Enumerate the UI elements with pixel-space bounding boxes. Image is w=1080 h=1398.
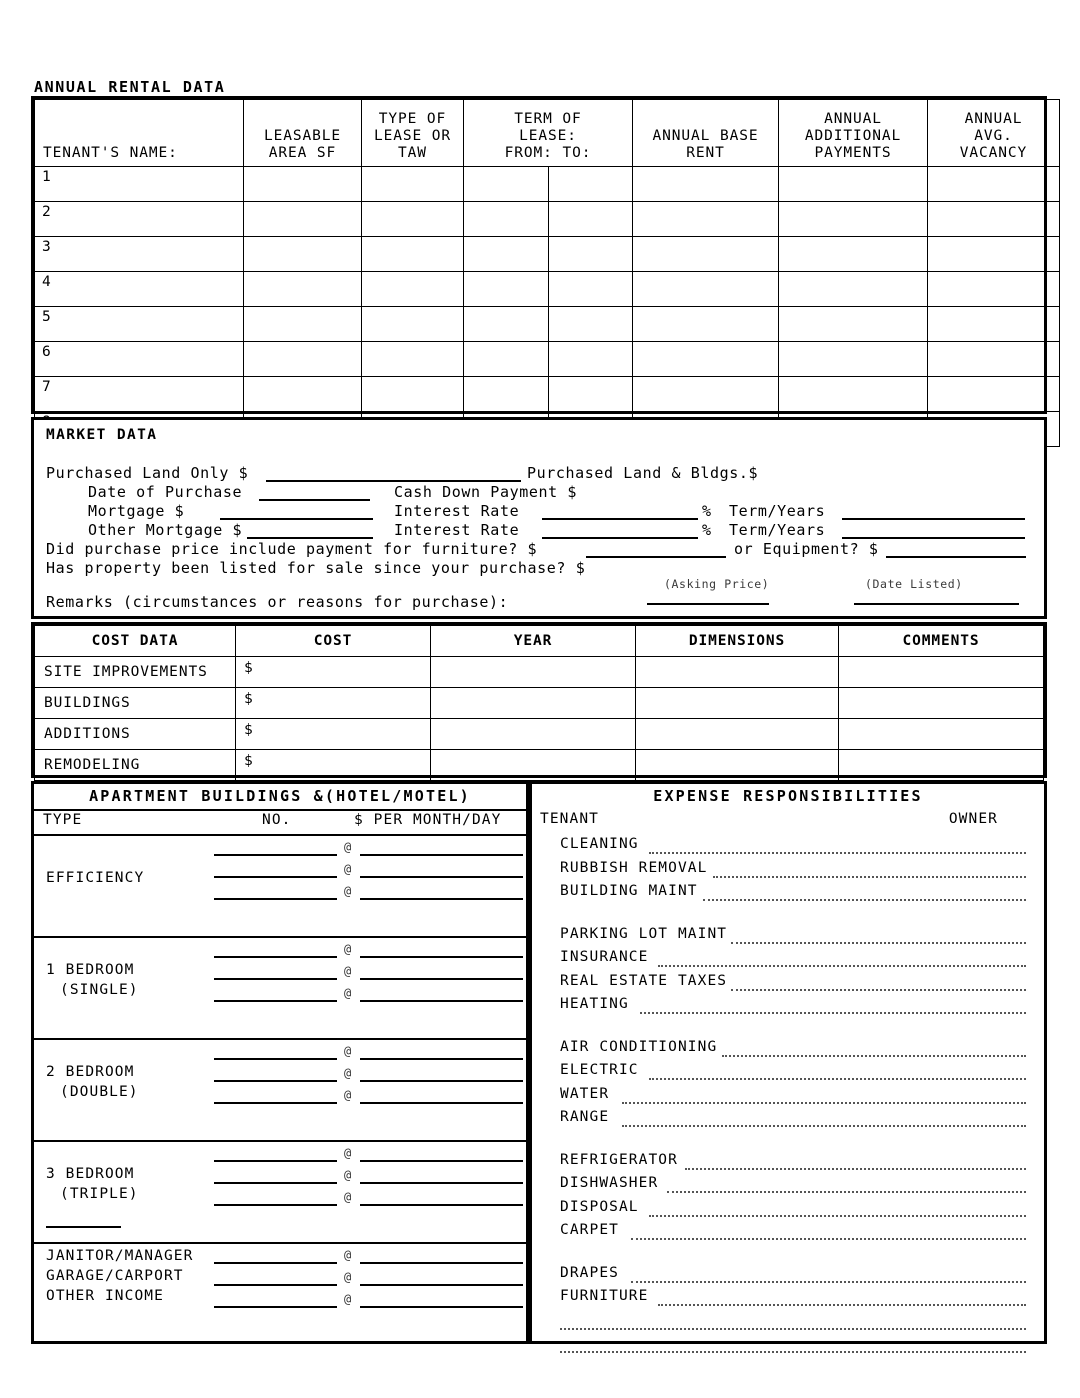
cost-row-amount[interactable]: $ bbox=[236, 688, 431, 719]
apartment-type-label-line: 2 BEDROOM bbox=[46, 1064, 135, 1080]
expense-row-label: REFRIGERATOR bbox=[560, 1151, 698, 1168]
cost-row-year[interactable] bbox=[431, 750, 636, 781]
apartment-type-label-line: (SINGLE) bbox=[60, 982, 139, 998]
expense-row-label: INSURANCE bbox=[560, 949, 669, 965]
date-of-purchase-input[interactable] bbox=[259, 499, 370, 501]
cell-annual-additional-payments[interactable] bbox=[779, 237, 928, 272]
remarks-label: Remarks (circumstances or reasons for purchase): bbox=[46, 593, 509, 611]
expense-row[interactable] bbox=[560, 1175, 1032, 1198]
header-term-to: TO: bbox=[562, 145, 592, 161]
apartment-count-input[interactable] bbox=[214, 1306, 337, 1308]
cell-annual-avg-vacancy[interactable] bbox=[928, 307, 1060, 342]
expense-row[interactable] bbox=[560, 1152, 1032, 1175]
expense-col-owner: OWNER bbox=[948, 811, 998, 827]
cell-term-from[interactable] bbox=[464, 202, 549, 237]
at-symbol-icon: @ bbox=[344, 862, 352, 876]
expense-row-dots bbox=[713, 876, 1027, 878]
apartment-type-label bbox=[46, 868, 144, 888]
cell-leasable-area[interactable] bbox=[244, 202, 362, 237]
cell-term-from[interactable] bbox=[464, 307, 549, 342]
mortgage-label: Mortgage $ bbox=[88, 502, 185, 520]
cost-row bbox=[35, 719, 1044, 750]
mortgage-term-years-input[interactable] bbox=[842, 518, 1025, 520]
header-leasable-area: LEASABLE AREA SF bbox=[244, 100, 362, 167]
cost-row bbox=[35, 657, 1044, 688]
cell-annual-base-rent[interactable] bbox=[633, 377, 779, 412]
apartment-rate-input[interactable] bbox=[360, 1204, 523, 1206]
expense-row-dots bbox=[658, 1304, 1026, 1306]
cost-row-year[interactable] bbox=[431, 657, 636, 688]
apartment-type-label bbox=[46, 1246, 193, 1306]
cost-header-row bbox=[35, 626, 1044, 657]
expense-row[interactable] bbox=[560, 973, 1032, 996]
cell-type-of-lease[interactable] bbox=[362, 307, 464, 342]
date-listed-input[interactable] bbox=[854, 603, 1019, 605]
apartment-type-label-line: (TRIPLE) bbox=[60, 1186, 139, 1202]
apartment-rate-input[interactable] bbox=[360, 1284, 523, 1286]
expense-row[interactable] bbox=[560, 860, 1032, 883]
row-number: 4 bbox=[35, 272, 244, 307]
apartment-buildings-banner: APARTMENT BUILDINGS &(HOTEL/MOTEL) bbox=[34, 784, 526, 811]
apartment-type-label-line: OTHER INCOME bbox=[46, 1288, 164, 1304]
cost-row bbox=[35, 750, 1044, 781]
apartment-rate-input[interactable] bbox=[360, 854, 523, 856]
cell-type-of-lease[interactable] bbox=[362, 377, 464, 412]
mortgage-interest-rate-label: Interest Rate bbox=[394, 502, 520, 520]
expense-row[interactable] bbox=[560, 1312, 1032, 1335]
expense-row[interactable] bbox=[560, 1335, 1032, 1358]
expense-row[interactable] bbox=[560, 1288, 1032, 1311]
expense-row-dots bbox=[703, 899, 1026, 901]
apartment-count-input[interactable] bbox=[214, 854, 337, 856]
expense-row[interactable] bbox=[560, 1086, 1032, 1109]
table-row bbox=[35, 202, 1060, 237]
apartment-type-label-line: 1 BEDROOM bbox=[46, 962, 135, 978]
at-symbol-icon: @ bbox=[344, 1248, 352, 1262]
cell-term-to[interactable] bbox=[548, 272, 633, 307]
at-symbol-icon: @ bbox=[344, 942, 352, 956]
cost-row-amount[interactable]: $ bbox=[236, 657, 431, 688]
apartment-rate-input[interactable] bbox=[360, 1080, 523, 1082]
header-term-from: FROM: bbox=[504, 145, 553, 161]
expense-row-label: ELECTRIC bbox=[560, 1062, 659, 1078]
cash-down-payment-label: Cash Down Payment $ bbox=[394, 483, 577, 501]
cost-row-comments[interactable] bbox=[839, 657, 1044, 688]
cell-term-from[interactable] bbox=[464, 167, 549, 202]
expense-row[interactable] bbox=[560, 949, 1032, 972]
table-row bbox=[35, 237, 1060, 272]
cell-term-from[interactable] bbox=[464, 377, 549, 412]
apartment-type-label-line: 3 BEDROOM bbox=[46, 1166, 135, 1182]
cost-row-dimensions[interactable] bbox=[636, 688, 839, 719]
asking-price-caption: (Asking Price) bbox=[664, 577, 770, 591]
expense-row-dots bbox=[631, 1281, 1026, 1283]
equipment-amount-input[interactable] bbox=[886, 556, 1026, 558]
expense-col-tenant: TENANT bbox=[540, 811, 599, 827]
apartment-type-block bbox=[34, 1140, 526, 1244]
apartment-type-label-line: GARAGE/CARPORT bbox=[46, 1268, 184, 1284]
apartment-count-input[interactable] bbox=[214, 898, 337, 900]
expense-row-label: WATER bbox=[560, 1085, 629, 1102]
at-symbol-icon: @ bbox=[344, 840, 352, 854]
cost-row-label: BUILDINGS bbox=[35, 688, 236, 719]
apartment-rate-input[interactable] bbox=[360, 1182, 523, 1184]
cell-leasable-area[interactable] bbox=[244, 237, 362, 272]
apt-col-type: TYPE bbox=[43, 812, 83, 828]
cell-leasable-area[interactable] bbox=[244, 272, 362, 307]
cost-row bbox=[35, 688, 1044, 719]
cost-row-year[interactable] bbox=[431, 688, 636, 719]
cell-type-of-lease[interactable] bbox=[362, 272, 464, 307]
cell-type-of-lease[interactable] bbox=[362, 342, 464, 377]
cell-term-from[interactable] bbox=[464, 342, 549, 377]
expense-row[interactable] bbox=[560, 1222, 1032, 1245]
apartment-type-label bbox=[46, 960, 139, 1000]
row-number: 5 bbox=[35, 307, 244, 342]
expense-row[interactable] bbox=[560, 836, 1032, 859]
cost-row-dimensions[interactable] bbox=[636, 719, 839, 750]
apartment-type-block bbox=[34, 1038, 526, 1142]
mortgage-term-years-label: Term/Years bbox=[729, 502, 826, 520]
rental-data-table bbox=[31, 96, 1047, 414]
apartment-buildings-section bbox=[31, 781, 529, 1344]
cell-annual-base-rent[interactable] bbox=[633, 272, 779, 307]
cell-term-to[interactable] bbox=[548, 167, 633, 202]
expense-row-dots bbox=[622, 1125, 1027, 1127]
header-annual-base-rent: ANNUAL BASE RENT bbox=[633, 100, 779, 167]
cell-annual-avg-vacancy[interactable] bbox=[928, 342, 1060, 377]
apartment-count-input[interactable] bbox=[214, 1204, 337, 1206]
apartment-type-label bbox=[46, 1164, 139, 1204]
expense-responsibilities-section bbox=[529, 781, 1047, 1344]
expense-row-dots bbox=[722, 1055, 1026, 1057]
apartment-rate-input[interactable] bbox=[360, 1306, 523, 1308]
header-annual-avg-vacancy: ANNUAL AVG. VACANCY bbox=[928, 100, 1060, 167]
cell-term-from[interactable] bbox=[464, 237, 549, 272]
at-symbol-icon: @ bbox=[344, 964, 352, 978]
expense-row[interactable] bbox=[560, 1062, 1032, 1085]
expense-row-label: FURNITURE bbox=[560, 1288, 669, 1304]
apartment-count-input[interactable] bbox=[214, 978, 337, 980]
cell-leasable-area[interactable] bbox=[244, 377, 362, 412]
apartment-rate-input[interactable] bbox=[360, 1102, 523, 1104]
cell-annual-base-rent[interactable] bbox=[633, 342, 779, 377]
apartment-count-input[interactable] bbox=[214, 956, 337, 958]
apartment-type-label-line: JANITOR/MANAGER bbox=[46, 1248, 194, 1264]
cell-annual-avg-vacancy[interactable] bbox=[928, 237, 1060, 272]
cell-annual-additional-payments[interactable] bbox=[779, 377, 928, 412]
expense-row-dots bbox=[640, 1012, 1026, 1014]
cell-annual-avg-vacancy[interactable] bbox=[928, 167, 1060, 202]
cell-term-from[interactable] bbox=[464, 272, 549, 307]
cell-leasable-area[interactable] bbox=[244, 342, 362, 377]
other-mortgage-percent-symbol: % bbox=[702, 521, 712, 539]
apartment-type-label-line: (DOUBLE) bbox=[60, 1084, 139, 1100]
table-header-row bbox=[35, 100, 1060, 167]
expense-row[interactable] bbox=[560, 1265, 1032, 1288]
table-row bbox=[35, 377, 1060, 412]
cost-row-year[interactable] bbox=[431, 719, 636, 750]
expense-row[interactable] bbox=[560, 883, 1032, 906]
cost-row-comments[interactable] bbox=[839, 688, 1044, 719]
expense-row-dots bbox=[731, 989, 1026, 991]
expense-row-dots bbox=[731, 942, 1026, 944]
apartment-type-block bbox=[34, 834, 526, 938]
asking-price-input[interactable] bbox=[647, 603, 769, 605]
apartment-count-input[interactable] bbox=[214, 1160, 337, 1162]
cost-row-dimensions[interactable] bbox=[636, 750, 839, 781]
equipment-question-label: or Equipment? $ bbox=[734, 540, 879, 558]
at-symbol-icon: @ bbox=[344, 1190, 352, 1204]
apartment-rate-input[interactable] bbox=[360, 898, 523, 900]
apt-col-per-month-day: $ PER MONTH/DAY bbox=[354, 812, 502, 828]
expense-row-label: HEATING bbox=[560, 996, 649, 1012]
at-symbol-icon: @ bbox=[344, 1168, 352, 1182]
at-symbol-icon: @ bbox=[344, 986, 352, 1000]
header-annual-additional-payments: ANNUAL ADDITIONAL PAYMENTS bbox=[779, 100, 928, 167]
table-row bbox=[35, 307, 1060, 342]
expense-row[interactable] bbox=[560, 1039, 1032, 1062]
expense-row-dots bbox=[667, 1191, 1026, 1193]
apartment-rate-input[interactable] bbox=[360, 876, 523, 878]
cell-annual-additional-payments[interactable] bbox=[779, 272, 928, 307]
at-symbol-icon: @ bbox=[344, 1292, 352, 1306]
cost-header-dimensions: DIMENSIONS bbox=[636, 626, 839, 657]
expense-row-dots bbox=[649, 852, 1026, 854]
expense-row-label: BUILDING MAINT bbox=[560, 883, 718, 899]
row-number: 3 bbox=[35, 237, 244, 272]
cell-annual-additional-payments[interactable] bbox=[779, 342, 928, 377]
cost-row-amount[interactable]: $ bbox=[236, 750, 431, 781]
market-data-title: MARKET DATA bbox=[46, 427, 158, 443]
cell-leasable-area[interactable] bbox=[244, 167, 362, 202]
header-tenant-name: TENANT'S NAME: bbox=[35, 100, 244, 167]
cost-row-label: ADDITIONS bbox=[35, 719, 236, 750]
page-title: ANNUAL RENTAL DATA bbox=[34, 78, 226, 96]
date-of-purchase-label: Date of Purchase bbox=[88, 483, 243, 501]
other-mortgage-input[interactable] bbox=[247, 537, 373, 539]
cost-row-label: SITE IMPROVEMENTS bbox=[35, 657, 236, 688]
cell-term-to[interactable] bbox=[548, 307, 633, 342]
apartment-count-input[interactable] bbox=[214, 876, 337, 878]
apartment-count-input[interactable] bbox=[214, 1284, 337, 1286]
at-symbol-icon: @ bbox=[344, 1270, 352, 1284]
expense-row-dots bbox=[685, 1168, 1026, 1170]
cost-row-amount[interactable]: $ bbox=[236, 719, 431, 750]
apartment-rate-input[interactable] bbox=[360, 1160, 523, 1162]
other-mortgage-interest-rate-input[interactable] bbox=[542, 537, 698, 539]
cost-header-year: YEAR bbox=[431, 626, 636, 657]
cost-header-cost-data: COST DATA bbox=[35, 626, 236, 657]
expense-row-dots bbox=[649, 1215, 1026, 1217]
expense-row-label: DISPOSAL bbox=[560, 1198, 659, 1215]
purchased-land-only-input[interactable] bbox=[266, 480, 521, 482]
apartment-count-input[interactable] bbox=[214, 1262, 337, 1264]
cell-leasable-area[interactable] bbox=[244, 307, 362, 342]
cell-annual-additional-payments[interactable] bbox=[779, 307, 928, 342]
row-number: 1 bbox=[35, 167, 244, 202]
cell-term-to[interactable] bbox=[548, 237, 633, 272]
mortgage-percent-symbol: % bbox=[702, 502, 712, 520]
expense-row[interactable] bbox=[560, 926, 1032, 949]
at-symbol-icon: @ bbox=[344, 1088, 352, 1102]
cost-header-cost: COST bbox=[236, 626, 431, 657]
purchased-land-only-label: Purchased Land Only $ bbox=[46, 464, 249, 482]
apartment-rate-input[interactable] bbox=[360, 1262, 523, 1264]
expense-row-dots bbox=[649, 1078, 1026, 1080]
cost-row-label: REMODELING bbox=[35, 750, 236, 781]
expense-row-label: PARKING LOT MAINT bbox=[560, 925, 747, 942]
table-row bbox=[35, 342, 1060, 377]
expense-row-label: RANGE bbox=[560, 1109, 629, 1125]
cell-term-to[interactable] bbox=[548, 377, 633, 412]
apartment-type-block bbox=[34, 936, 526, 1040]
cell-annual-base-rent[interactable] bbox=[633, 307, 779, 342]
market-data-section bbox=[31, 417, 1047, 619]
cell-annual-avg-vacancy[interactable] bbox=[928, 377, 1060, 412]
apartment-type-label bbox=[46, 1062, 139, 1102]
date-listed-caption: (Date Listed) bbox=[865, 577, 963, 591]
at-symbol-icon: @ bbox=[344, 884, 352, 898]
cell-annual-additional-payments[interactable] bbox=[779, 202, 928, 237]
apartment-type-block bbox=[34, 1242, 526, 1341]
apartment-count-input[interactable] bbox=[214, 1000, 337, 1002]
apartment-rate-input[interactable] bbox=[360, 1058, 523, 1060]
expense-row-dots bbox=[631, 1238, 1026, 1240]
other-mortgage-interest-rate-label: Interest Rate bbox=[394, 521, 520, 539]
expense-row-dots bbox=[658, 965, 1026, 967]
cell-type-of-lease[interactable] bbox=[362, 237, 464, 272]
cell-term-to[interactable] bbox=[548, 342, 633, 377]
header-term-of-lease: TERM OF LEASE: FROM: TO: bbox=[464, 100, 633, 167]
apartment-count-input[interactable] bbox=[214, 1182, 337, 1184]
cell-annual-base-rent[interactable] bbox=[633, 167, 779, 202]
apartment-other-type-input[interactable] bbox=[46, 1226, 121, 1228]
table-row bbox=[35, 272, 1060, 307]
furniture-amount-input[interactable] bbox=[586, 556, 726, 558]
expense-row-label: RUBBISH REMOVAL bbox=[560, 859, 728, 876]
listed-question-label: Has property been listed for sale since your purchase? $ bbox=[46, 559, 586, 577]
apartment-rate-input[interactable] bbox=[360, 1000, 523, 1002]
row-number: 7 bbox=[35, 377, 244, 412]
cost-row-comments[interactable] bbox=[839, 750, 1044, 781]
expense-row-label: REAL ESTATE TAXES bbox=[560, 972, 747, 989]
expense-row-label: AIR CONDITIONING bbox=[560, 1038, 737, 1055]
cell-annual-base-rent[interactable] bbox=[633, 237, 779, 272]
cell-term-to[interactable] bbox=[548, 202, 633, 237]
header-type-of-lease: TYPE OF LEASE OR TAW bbox=[362, 100, 464, 167]
expense-row-dots bbox=[622, 1102, 1027, 1104]
apartment-rate-input[interactable] bbox=[360, 956, 523, 958]
cell-annual-base-rent[interactable] bbox=[633, 202, 779, 237]
cost-data-table bbox=[31, 622, 1047, 778]
at-symbol-icon: @ bbox=[344, 1066, 352, 1080]
cell-type-of-lease[interactable] bbox=[362, 167, 464, 202]
cost-row-comments[interactable] bbox=[839, 719, 1044, 750]
mortgage-interest-rate-input[interactable] bbox=[542, 518, 698, 520]
expense-row-label: CLEANING bbox=[560, 836, 659, 852]
purchased-land-bldgs-label: Purchased Land & Bldgs.$ bbox=[527, 464, 759, 482]
apartment-count-input[interactable] bbox=[214, 1102, 337, 1104]
expense-row-dots bbox=[560, 1351, 1026, 1353]
table-row bbox=[35, 167, 1060, 202]
other-mortgage-term-years-input[interactable] bbox=[842, 537, 1025, 539]
cell-type-of-lease[interactable] bbox=[362, 202, 464, 237]
other-mortgage-label: Other Mortgage $ bbox=[88, 521, 243, 539]
cell-annual-additional-payments[interactable] bbox=[779, 167, 928, 202]
cost-header-comments: COMMENTS bbox=[839, 626, 1044, 657]
cell-annual-avg-vacancy[interactable] bbox=[928, 202, 1060, 237]
expense-row[interactable] bbox=[560, 1199, 1032, 1222]
expense-row[interactable] bbox=[560, 1109, 1032, 1132]
expense-row-label: DRAPES bbox=[560, 1264, 639, 1281]
other-mortgage-term-years-label: Term/Years bbox=[729, 521, 826, 539]
row-number: 2 bbox=[35, 202, 244, 237]
apt-col-no: NO. bbox=[262, 812, 292, 828]
at-symbol-icon: @ bbox=[344, 1044, 352, 1058]
apartment-type-label-line: EFFICIENCY bbox=[46, 870, 145, 886]
expense-row-dots bbox=[560, 1328, 1026, 1330]
expense-row-label: CARPET bbox=[560, 1222, 639, 1238]
apartment-column-headers bbox=[34, 809, 526, 836]
apartment-count-input[interactable] bbox=[214, 1058, 337, 1060]
furniture-question-label: Did purchase price include payment for furniture? $ bbox=[46, 540, 538, 558]
apartment-count-input[interactable] bbox=[214, 1080, 337, 1082]
expense-responsibilities-banner: EXPENSE RESPONSIBILITIES bbox=[653, 787, 923, 805]
mortgage-input[interactable] bbox=[220, 518, 373, 520]
cell-annual-avg-vacancy[interactable] bbox=[928, 272, 1060, 307]
expense-row-label: DISHWASHER bbox=[560, 1175, 678, 1191]
row-number: 6 bbox=[35, 342, 244, 377]
at-symbol-icon: @ bbox=[344, 1146, 352, 1160]
apartment-rate-input[interactable] bbox=[360, 978, 523, 980]
cost-row-dimensions[interactable] bbox=[636, 657, 839, 688]
expense-row[interactable] bbox=[560, 996, 1032, 1019]
